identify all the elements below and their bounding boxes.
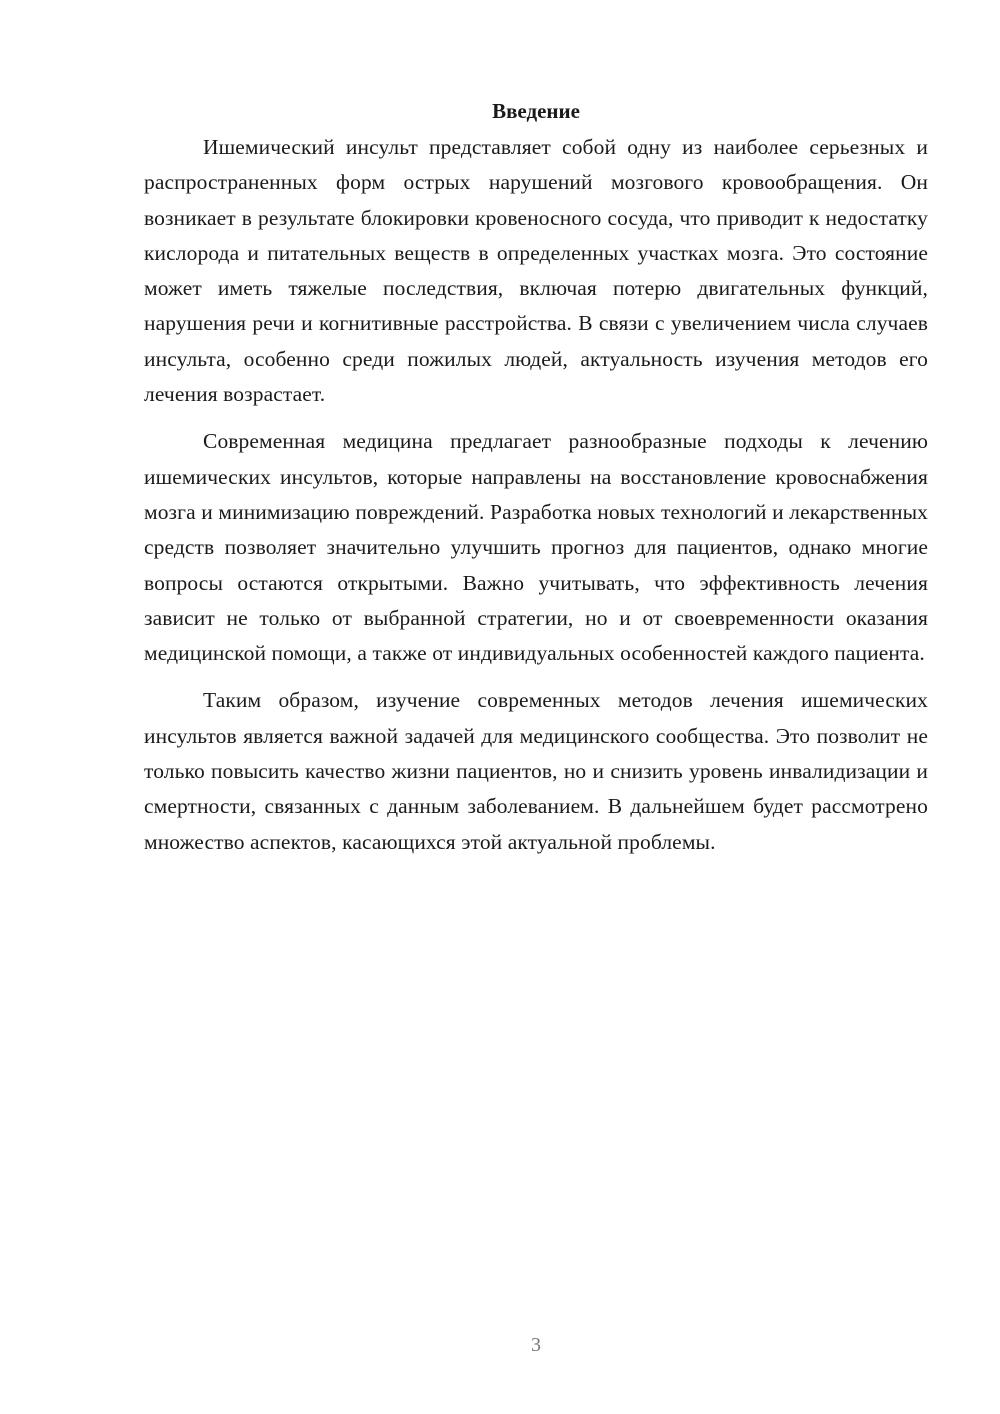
- paragraph-conclusion: Таким образом, изучение современных методов лечения ишемических инсультов является важной задачей для медицинского сообщества. Это позволит не только повысить качество жизни пациентов, но и снизить уровень инвалидизации и смертности, связанных с данным заболеванием. В дальнейшем будет рассмотрено множество аспектов, касающихся этой актуальной проблемы.: [144, 688, 928, 854]
- page-content: [144, 96, 928, 872]
- paragraph-intro: Ишемический инсульт представляет собой одну из наиболее серьезных и распространенных форм острых нарушений мозгового кровообращения. Он возникает в результате блокировки кровеносного сосуда, что приводит к недостатку кислорода и питательных веществ в определенных участках мозга. Это состояние может иметь тяжелые последствия, включая потерю двигательных функций, нарушения речи и когнитивные расстройства. В связи с увеличением числа случаев инсульта, особенно среди пожилых людей, актуальность изучения методов его лечения возрастает.: [144, 135, 928, 407]
- page-number: 3: [531, 1334, 541, 1356]
- paragraph-modern-medicine: Современная медицина предлагает разнообразные подходы к лечению ишемических инсультов, которые направлены на восстановление кровоснабжения мозга и минимизацию повреждений. Разработка новых технологий и лекарственных средств позволяет значительно улучшить прогноз для пациентов, однако многие вопросы остаются открытыми. Важно учитывать, что эффективность лечения зависит не только от выбранной стратегии, но и от своевременности оказания медицинской помощи, а также от индивидуальных особенностей каждого пациента.: [144, 429, 928, 666]
- section-heading: Введение: [492, 99, 580, 123]
